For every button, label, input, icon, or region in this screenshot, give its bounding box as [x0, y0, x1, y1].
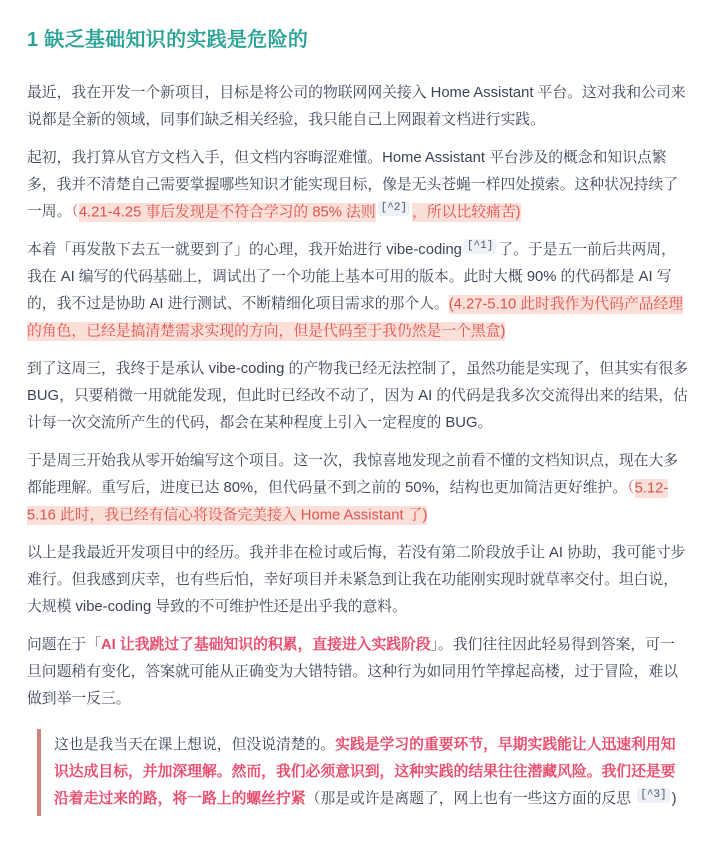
- text-run-normal: 到了这周三，我终于是承认 vibe-coding 的产物我已经无法控制了，虽然功能是实现了，但其实有很多 BUG，只要稍微一用就能发现，但此时已经改不动了，因为 AI 的代码是我多次交流得出来的结果，估计每一次交流所产生的代码，都会在某种程度上引入一定程度的 BUG。: [27, 361, 688, 431]
- footnote-ref[interactable]: [^1]: [464, 239, 496, 254]
- text-run-normal: 」。我们往往因此轻易得到答案，可一旦问题稍有变化，答案就可能从正确变为大错特错。这种行为如同用竹竿撑起高楼，过于冒险，难以做到举一反三。: [27, 637, 679, 707]
- paragraph: [27, 448, 688, 529]
- text-run-normal: ): [671, 791, 677, 807]
- text-run-redbold: 实践是学习的重要环节，早期实践能让人迅速利用知识达成目标，并加深理解。然而，我们必须意识到，这种实践的结果往往潜藏风险。我们还是要沿着走过来的路，将一路上的螺丝拧紧: [54, 737, 676, 807]
- text-run-red: （: [71, 204, 79, 220]
- text-run-normal: （那是或许是离题了，网上也有一些这方面的反思: [305, 791, 636, 807]
- paragraph: [27, 632, 688, 713]
- text-run-normal: 问题在于「: [27, 637, 101, 653]
- text-run-normal: 最近，我在开发一个新项目，目标是将公司的物联网网关接入 Home Assistant 平台。这对我和公司来说都是全新的领域，同事们缺乏相关经验，我只能自己上网跟着文档进行实践。: [27, 85, 686, 128]
- text-run-hl: 4.21-4.25 事后发现是不符合学习的 85% 法则: [78, 204, 376, 220]
- text-run-hl: ，所以比较痛苦): [412, 204, 521, 220]
- paragraph: [27, 356, 688, 437]
- paragraph: [27, 80, 688, 134]
- text-run-normal: 本着「再发散下去五一就要到了」的心理，我开始进行 vibe-coding: [27, 242, 462, 258]
- paragraph: [27, 237, 688, 345]
- footnote-ref[interactable]: [^2]: [378, 201, 410, 216]
- section-heading: 1 缺乏基础知识的实践是危险的: [27, 29, 309, 51]
- text-run-red: （: [627, 480, 635, 496]
- document-body: [27, 80, 688, 816]
- text-run-hl: 5.12-5.16 此时，我已经有信心将设备完美接入 Home Assistant 了): [27, 480, 669, 523]
- text-run-normal: 了。于是五一前后共两周，我在 AI 编写的代码基础上，调试出了一个功能上基本可用的版本。此时大概 90% 的代码都是 AI 写的，我不过是协助 AI 进行测试、不断精细化项目需求的那个人。: [27, 242, 676, 312]
- footnote-ref[interactable]: [^3]: [637, 788, 669, 803]
- paragraph: [27, 540, 688, 621]
- text-run-normal: 这也是我当天在课上想说，但没说清楚的。: [54, 737, 336, 753]
- text-run-hl: (4.27-5.10 此时我作为代码产品经理的角色，已经是搞清楚需求实现的方向，但是代码至于我仍然是一个黑盒): [27, 296, 684, 339]
- text-run-redbold: AI 让我跳过了基础知识的积累，直接进入实践阶段: [101, 637, 431, 653]
- paragraph: [27, 145, 688, 226]
- blockquote: [37, 729, 688, 816]
- text-run-normal: 以上是我最近开发项目中的经历。我并非在检讨或后悔，若没有第二阶段放手让 AI 协助，我可能寸步难行。但我感到庆幸，也有些后怕，幸好项目并未紧急到让我在功能刚实现时就草率交付。坦白说，大规模 vibe-coding 导致的不可维护性还是出乎我的意料。: [27, 545, 686, 615]
- text-run-normal: 起初，我打算从官方文档入手，但文档内容晦涩难懂。Home Assistant 平台涉及的概念和知识点繁多，我并不清楚自己需要掌握哪些知识才能实现目标，像是无头苍蝇一样四处摸索。这种状况持续了一周。: [27, 150, 679, 220]
- text-run-normal: 于是周三开始我从零开始编写这个项目。这一次，我惊喜地发现之前看不懂的文档知识点，现在大多都能理解。重写后，进度已达 80%，但代码量不到之前的 50%，结构也更加简洁更好维护。: [27, 453, 679, 496]
